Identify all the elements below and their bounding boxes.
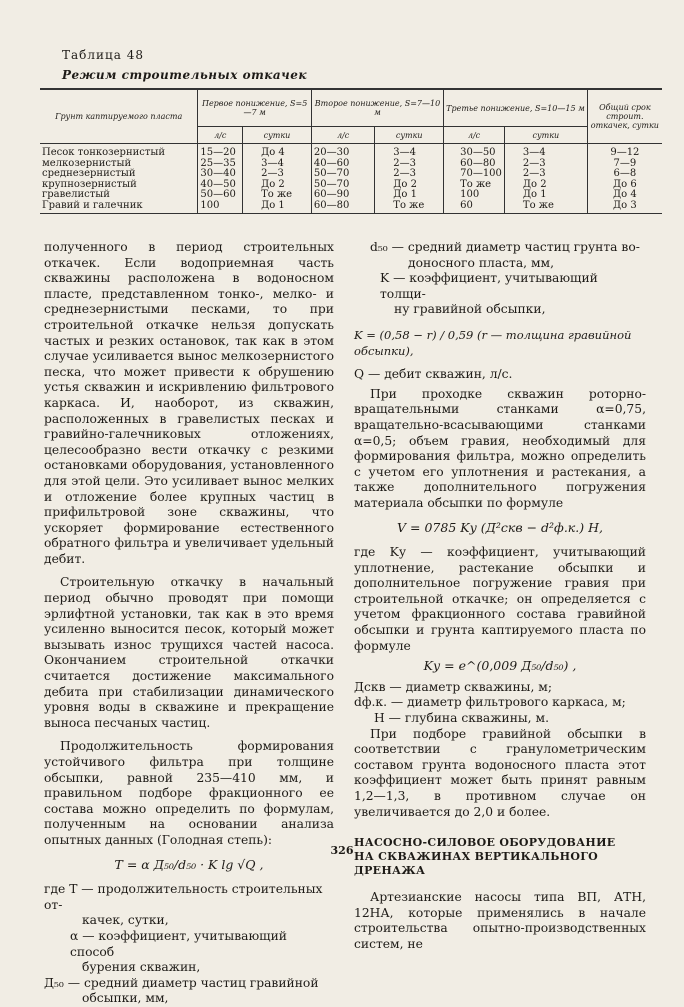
- cell: 2—3: [375, 169, 444, 180]
- definition-k: K — коэффициент, учитывающий толщи- ну гравийной обсыпки,: [380, 271, 598, 317]
- paragraph: где Kу — коэффициент, учитывающий уплотнение, растекание обсыпки и дополнительное погружение гравия при строительной откачке; он определяется с учетом фракционного состава гравийной обсыпки и грунта каптируемого пласта по формуле: [354, 545, 646, 653]
- definition-q: Q — дебит скважин, л/с.: [354, 367, 513, 382]
- cell: 30—50: [444, 144, 505, 159]
- paragraph: При подборе гравийной обсыпки в соответствии с гранулометрическим составом грунта водоносного пласта этот коэффициент может быть принят равным 1,2—1,3, в противном случае он увеличивается до 2,0 и более.: [354, 726, 646, 819]
- formula-volume: V = 0785 Kу (Д²скв − d²ф.к.) H,: [397, 519, 603, 535]
- definition-h: H — глубина скважины, м.: [374, 711, 549, 726]
- cell: 60—80: [311, 201, 374, 214]
- cell-soil: гравелистый: [42, 189, 110, 200]
- header-ls-1: л/с: [198, 127, 243, 144]
- cell: То же: [375, 201, 444, 214]
- header-days-3: сутки: [504, 127, 587, 144]
- cell: До 1: [243, 201, 312, 214]
- cell: 100: [198, 201, 243, 214]
- cell: 40—60: [311, 159, 374, 170]
- table-row: [40, 169, 662, 180]
- cell: 2—3: [504, 159, 587, 170]
- paragraph: полученного в период строительных откачек. Если водоприемная часть скважины расположена в водоносном пласте, представленном тонко-, мелко- и среднезернистыми песками, то при строительной откачке нельзя допускать частых и резких остановок, так как в этом случае усиливается вынос мелкозернистого песка, что может привести к обрушению устья скважин и искривлению фильтрового каркаса. И, наоборот, из скважин, расположенных в гравелистых песках и гравийно-галечниковых отложениях, целесообразно вести откачку с резкими остановками оборудования, установленного для этой цели. Это усиливает вынос мелких и отложение более крупных частиц в прифильтровой зоне скважины, что ускоряет формирование естественного обратного фильтра и увеличивает удельный дебит.: [44, 240, 334, 566]
- cell: 3—4: [504, 144, 587, 159]
- table-row: [40, 180, 662, 191]
- table-caption: Таблица 48: [62, 48, 144, 62]
- cell: До 6: [587, 180, 662, 191]
- cell: 25—35: [198, 159, 243, 170]
- definition-d50: Д₅₀ — средний диаметр частиц гравийной обсыпки, мм,: [44, 975, 319, 1006]
- definition-t: где T — продолжительность строительных от- качек, сутки,: [44, 882, 323, 928]
- cell: До 1: [504, 190, 587, 201]
- cell: 60—90: [311, 190, 374, 201]
- table-row: [40, 201, 662, 214]
- cell: 15—20: [198, 144, 243, 159]
- cell: 100: [444, 190, 505, 201]
- header-days-2: сутки: [375, 127, 444, 144]
- formula-duration: T = α Д₅₀/d₅₀ · K lg √Q ,: [114, 856, 264, 872]
- definition-dskv: Дскв — диаметр скважины, м;: [354, 679, 552, 694]
- cell-soil: среднезернистый: [42, 168, 136, 179]
- header-soil: Грунт каптируемого пласта: [55, 112, 183, 121]
- cell: До 2: [375, 180, 444, 191]
- header-stage-2: Второе понижение, S=7—10 м: [311, 89, 443, 127]
- cell: 20—30: [311, 144, 374, 159]
- definition-dfk: dф.к. — диаметр фильтрового каркаса, м;: [354, 695, 626, 710]
- cell: 30—40: [198, 169, 243, 180]
- cell: До 1: [375, 190, 444, 201]
- cell-soil: Гравий и галечник: [42, 199, 143, 211]
- paragraph: Строительную откачку в начальный период обычно проводят при помощи эрлифтной установки, так как в это время усиленно выносится песок, который может вызывать износ трущихся частей насоса. Окончанием строительной откачки считается достижение максимального дебита при стабилизации динамического уровня воды в скважине и прекращение выноса песчаных частиц.: [44, 575, 334, 730]
- cell: То же: [243, 190, 312, 201]
- cell: До 2: [504, 180, 587, 191]
- header-stage-3: Третье понижение, S=10—15 м: [444, 89, 588, 127]
- header-days-1: сутки: [243, 127, 312, 144]
- paragraph: Артезианские насосы типа ВП, АТН, 12НА, которые применялись в начале строительства опытно-производственных систем, не: [354, 890, 646, 951]
- formula-k: K = (0,58 − r) / 0,59 (r — толщина гравийной обсыпки),: [354, 327, 632, 358]
- cell: 3—4: [375, 144, 444, 159]
- section-heading: НАСОСНО-СИЛОВОЕ ОБОРУДОВАНИЕ НА СКВАЖИНАХ ВЕРТИКАЛЬНОГО ДРЕНАЖА: [354, 836, 616, 878]
- definition-d50-soil: d₅₀ — средний диаметр частиц грунта во- доносного пласта, мм,: [370, 240, 640, 270]
- cell: 70—100: [444, 169, 505, 180]
- paragraph: При проходке скважин роторно-вращательными станками α=0,75, вращательно-всасывающими станками α=0,5; объем гравия, необходимый для формирования фильтра, можно определить с учетом его уплотнения и растекания, а также дополнительного погружения материала обсыпки по формуле: [354, 386, 646, 510]
- page-number: 326: [330, 844, 354, 857]
- cell: До 3: [587, 201, 662, 214]
- cell: 2—3: [375, 159, 444, 170]
- cell: До 4: [587, 190, 662, 201]
- cell: То же: [504, 201, 587, 214]
- cell: 6—8: [587, 169, 662, 180]
- left-column: [44, 240, 334, 1007]
- cell: 7—9: [587, 159, 662, 170]
- header-stage-1: Первое понижение, S=5—7 м: [198, 89, 312, 127]
- header-ls-2: л/с: [311, 127, 374, 144]
- header-total: Общий срок строит. откачек, сутки: [587, 89, 662, 144]
- cell: 50—70: [311, 169, 374, 180]
- cell: 3—4: [243, 159, 312, 170]
- cell-soil: крупнозернистый: [42, 178, 137, 190]
- cell-soil: Песок тонкозернистый: [42, 147, 166, 158]
- cell-soil: мелкозернистый: [42, 157, 132, 169]
- cell: До 2: [243, 180, 312, 191]
- cell: 2—3: [504, 169, 587, 180]
- cell: 2—3: [243, 169, 312, 180]
- cell: 50—60: [198, 190, 243, 201]
- cell: До 4: [243, 144, 312, 159]
- cell: 50—70: [311, 180, 374, 191]
- formula-ky: Kу = e^(0,009 Д₅₀/d₅₀) ,: [423, 658, 577, 674]
- cell: 40—50: [198, 180, 243, 191]
- table-row: [40, 144, 662, 159]
- table-title: Режим строительных откачек: [62, 68, 308, 82]
- cell: 9—12: [587, 144, 662, 159]
- cell: 60: [444, 201, 505, 214]
- definition-alpha: α — коэффициент, учитывающий способ бурения скважин,: [70, 928, 287, 975]
- table-row: [40, 190, 662, 201]
- cell: 60—80: [444, 159, 505, 170]
- paragraph: Продолжительность формирования устойчивого фильтра при толщине обсыпки, равной 235—410 мм, и правильном подборе фракционного ее состава можно определить по формулам, полученным на основании анализа опытных данных (Голодная степь):: [44, 739, 334, 847]
- regime-table: [40, 88, 662, 214]
- cell: То же: [444, 180, 505, 191]
- header-ls-3: л/с: [444, 127, 505, 144]
